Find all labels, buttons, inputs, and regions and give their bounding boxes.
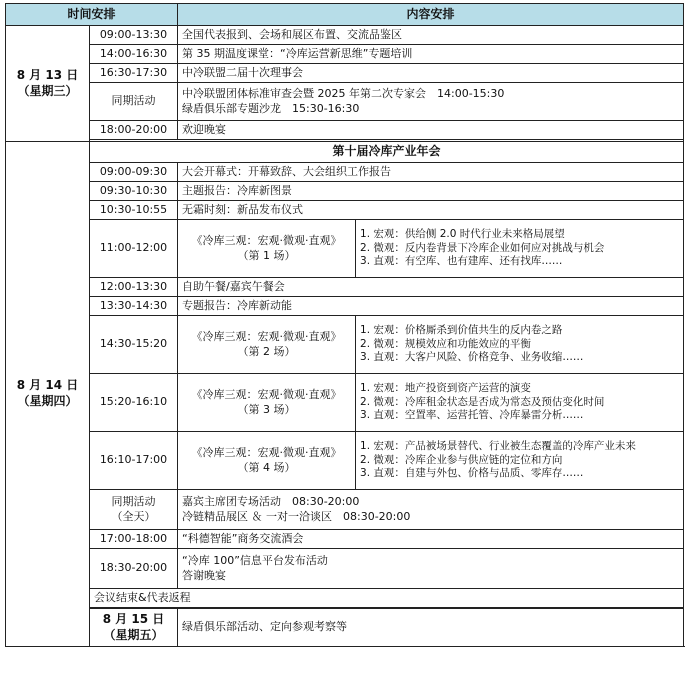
day3-date: 8 月 15 日: [102, 611, 165, 626]
table-row: [6, 609, 684, 647]
content-cell: “科德智能”商务交流酒会: [178, 530, 684, 549]
session-row: [6, 374, 684, 432]
topic-item: 2. 微观：冷库企业参与供应链的定位和方向: [360, 453, 563, 466]
header-row: [6, 4, 684, 26]
session-title-cell: [178, 432, 356, 490]
time-cell: 13:30-14:30: [90, 297, 178, 316]
time-cell: 18:30-20:00: [90, 549, 178, 589]
content-cell: [178, 83, 684, 121]
table-row: [6, 83, 684, 121]
day2-date: 8 月 14 日: [16, 378, 79, 393]
day3-date-cell: [90, 609, 178, 647]
topic-item: 1. 宏观：供给侧 2.0 时代行业未来格局展望: [360, 228, 565, 241]
table-row: [6, 549, 684, 589]
content-line: 绿盾俱乐部专题沙龙 15:30-16:30: [182, 101, 360, 115]
time-cell: [90, 490, 178, 530]
table-row: [6, 589, 684, 608]
session-row: [6, 432, 684, 490]
session-number: （第 3 场）: [237, 402, 296, 416]
concurrent-label-sub: （全天）: [111, 509, 156, 523]
time-cell: 14:30-15:20: [90, 316, 178, 374]
table-row: [6, 530, 684, 549]
day3-weekday: （星期五）: [103, 627, 164, 642]
topic-item: 1. 宏观：价格厮杀到价值共生的反内卷之路: [360, 324, 563, 337]
time-cell: 12:00-13:30: [90, 278, 178, 297]
time-cell: 16:30-17:30: [90, 64, 178, 83]
header-content: 内容安排: [178, 4, 684, 26]
session-title: 《冷库三观：宏观·微观·直观》: [191, 330, 342, 344]
header-time: 时间安排: [6, 4, 178, 26]
day2-date-cell: [6, 142, 90, 647]
time-cell: 10:30-10:55: [90, 201, 178, 220]
table-row: [6, 201, 684, 220]
session-row: [6, 220, 684, 278]
table-row: [6, 121, 684, 140]
topic-item: 1. 宏观：地产投资到资产运营的演变: [360, 382, 531, 395]
concurrent-label: 同期活动: [111, 495, 156, 509]
content-cell: 专题报告：冷库新动能: [178, 297, 684, 316]
content-line: “冷库 100”信息平台发布活动: [182, 554, 328, 568]
topic-item: 2. 微观：规模效应和功能效应的平衡: [360, 337, 531, 350]
time-cell: 15:20-16:10: [90, 374, 178, 432]
time-cell: 18:00-20:00: [90, 121, 178, 140]
day2-weekday: （星期四）: [17, 394, 78, 408]
content-cell: 自助午餐/嘉宾午餐会: [178, 278, 684, 297]
content-cell: 主题报告：冷库新图景: [178, 182, 684, 201]
session-topics-cell: [356, 432, 684, 490]
content-cell: 欢迎晚宴: [178, 121, 684, 140]
content-cell: 第 35 期温度课堂：“冷库运营新思维”专题培训: [178, 45, 684, 64]
content-cell: [178, 490, 684, 530]
event-title: 第十届冷库产业年会: [90, 142, 684, 163]
content-line: 答谢晚宴: [182, 568, 227, 582]
time-cell: 17:00-18:00: [90, 530, 178, 549]
time-cell: 09:00-13:30: [90, 26, 178, 45]
session-title-cell: [178, 316, 356, 374]
session-title-cell: [178, 220, 356, 278]
session-title: 《冷库三观：宏观·微观·直观》: [191, 446, 342, 460]
day1-weekday: （星期三）: [17, 83, 78, 98]
time-cell: 11:00-12:00: [90, 220, 178, 278]
time-cell: 16:10-17:00: [90, 432, 178, 490]
session-title: 《冷库三观：宏观·微观·直观》: [191, 234, 342, 248]
topic-item: 3. 直观：有空库、也有建库、还有找库……: [360, 255, 563, 268]
table-row: [6, 278, 684, 297]
topic-item: 2. 微观：反内卷背景下冷库企业如何应对挑战与机会: [360, 241, 605, 254]
session-row: [6, 316, 684, 374]
content-cell: 全国代表报到、会场和展区布置、交流品鉴区: [178, 26, 684, 45]
content-cell: [178, 549, 684, 589]
content-line: 嘉宾主席团专场活动 08:30-20:00: [182, 495, 360, 509]
table-row: [6, 64, 684, 83]
table-row: [6, 297, 684, 316]
day1-date: 8 月 13 日: [16, 67, 79, 82]
table-row: [6, 182, 684, 201]
session-title-cell: [178, 374, 356, 432]
table-row: [6, 163, 684, 182]
session-topics-cell: [356, 220, 684, 278]
time-cell: 09:00-09:30: [90, 163, 178, 182]
content-line: 冷链精品展区 ＆ 一对一洽谈区 08:30-20:00: [182, 509, 411, 523]
content-cell: 绿盾俱乐部活动、定向参观考察等: [178, 609, 684, 647]
table-row: [6, 26, 684, 45]
topic-item: 3. 直观：大客户风险、价格竞争、业务收缩……: [360, 351, 584, 364]
time-cell: 同期活动: [90, 83, 178, 121]
closing-cell: 会议结束&代表返程: [90, 589, 684, 608]
schedule-table: [5, 3, 684, 647]
content-cell: 大会开幕式：开幕致辞、大会组织工作报告: [178, 163, 684, 182]
session-topics-cell: [356, 374, 684, 432]
table-row: [6, 490, 684, 530]
content-line: 中冷联盟团体标准审查会暨 2025 年第二次专家会 14:00-15:30: [182, 87, 505, 101]
session-number: （第 4 场）: [237, 460, 296, 474]
topic-item: 3. 直观：空置率、运营托管、冷库暴雷分析……: [360, 409, 584, 422]
topic-item: 2. 微观：冷库租金状态是否成为常态及预估变化时间: [360, 395, 605, 408]
day1-date-cell: [6, 26, 90, 142]
session-title: 《冷库三观：宏观·微观·直观》: [191, 388, 342, 402]
content-cell: 无霜时刻：新品发布仪式: [178, 201, 684, 220]
time-cell: 14:00-16:30: [90, 45, 178, 64]
table-row: [6, 142, 684, 163]
topic-item: 1. 宏观：产品被场景替代、行业被生态覆盖的冷库产业未来: [360, 440, 636, 453]
session-number: （第 2 场）: [237, 344, 296, 358]
time-cell: 09:30-10:30: [90, 182, 178, 201]
content-cell: 中冷联盟二届十次理事会: [178, 64, 684, 83]
table-row: [6, 45, 684, 64]
topic-item: 3. 直观：自建与外包、价格与品质、零库存……: [360, 467, 584, 480]
session-topics-cell: [356, 316, 684, 374]
session-number: （第 1 场）: [237, 248, 296, 262]
